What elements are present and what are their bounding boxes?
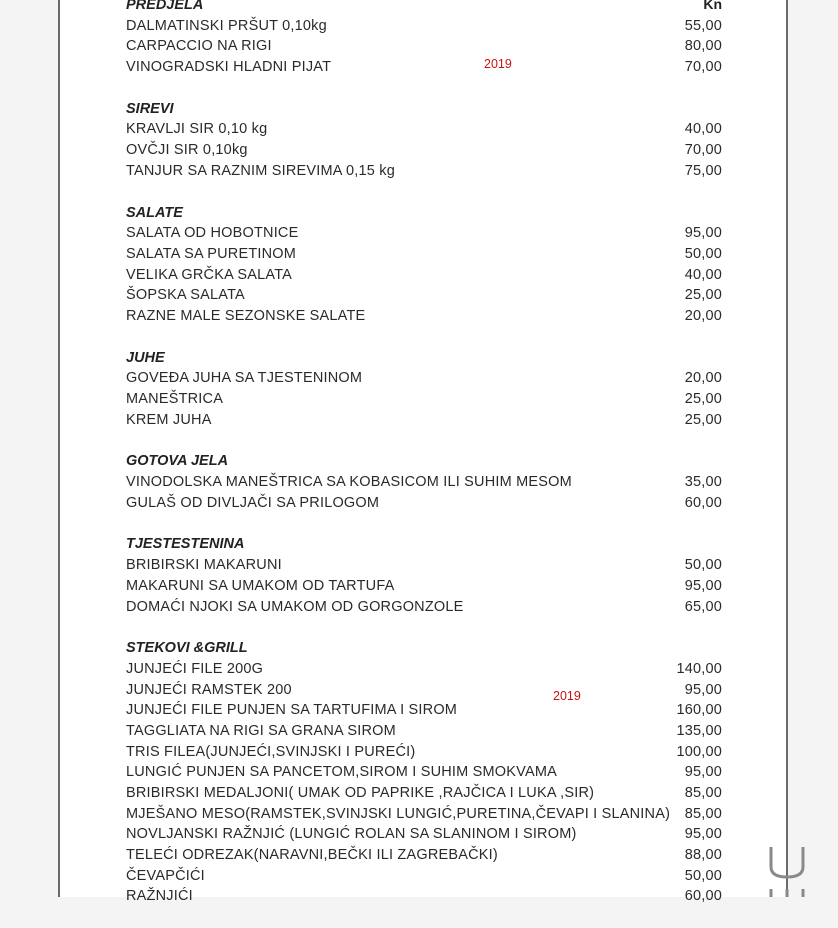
item-price: 50,00	[684, 245, 722, 262]
section-title: SIREVI	[126, 100, 174, 117]
item-price: 40,00	[684, 121, 722, 138]
item-name: JUNJEĆI RAMSTEK 200	[126, 681, 292, 698]
item-name: NOVLJANSKI RAŽNJIĆ (LUNGIĆ ROLAN SA SLANINOM I SIROM)	[126, 826, 577, 843]
menu-item	[126, 223, 722, 244]
item-price: 80,00	[684, 38, 722, 55]
item-name: TAGGLIATA NA RIGI SA GRANA SIROM	[126, 722, 396, 739]
section-title: TJESTESTENINA	[126, 536, 245, 553]
item-price: 140,00	[676, 660, 722, 677]
year-stamp: 2019	[484, 57, 512, 71]
item-name: MJEŠANO MESO(RAMSTEK,SVINJSKI LUNGIĆ,PURETINA,ČEVAPI I SLANINA)	[126, 805, 671, 822]
menu-section	[126, 638, 722, 907]
item-name: SALATA SA PURETINOM	[126, 245, 297, 262]
menu-item	[126, 680, 722, 701]
item-price: 95,00	[684, 764, 722, 781]
section-title: SALATE	[126, 204, 183, 221]
menu-item	[126, 742, 722, 763]
item-name: VINOGRADSKI HLADNI PIJAT	[126, 59, 332, 76]
section-title: PREDJELA	[126, 0, 204, 13]
menu-item	[126, 368, 722, 389]
menu-item	[126, 804, 722, 825]
item-price: 25,00	[684, 391, 722, 407]
section-title: GOTOVA JELA	[126, 453, 229, 470]
menu-section	[126, 0, 722, 78]
item-price: 20,00	[684, 307, 722, 324]
menu-section	[126, 99, 722, 182]
menu-item	[126, 783, 722, 804]
menu-item	[126, 36, 722, 57]
menu-item	[126, 555, 722, 576]
menu-item	[126, 119, 722, 140]
scroll-indicator-icon	[768, 845, 812, 897]
item-price: 85,00	[684, 785, 722, 801]
item-name: RAZNE MALE SEZONSKE SALATE	[126, 307, 366, 324]
menu-section	[126, 348, 722, 431]
menu-item	[126, 244, 722, 265]
item-price: 70,00	[684, 142, 722, 159]
menu-item	[126, 866, 722, 887]
item-name: TELEĆI ODREZAK(NARAVNI,BEČKI ILI ZAGREBAČKI)	[126, 847, 498, 864]
item-name: LUNGIĆ PUNJEN SA PANCETOM,SIROM I SUHIM SMOKVAMA	[126, 764, 557, 781]
menu-section	[126, 534, 722, 617]
item-price: 25,00	[684, 287, 722, 304]
item-name: ČEVAPČIĆI	[126, 867, 205, 884]
item-price: 95,00	[684, 577, 722, 594]
item-price: 20,00	[684, 370, 722, 387]
menu-item	[126, 845, 722, 866]
item-name: DOMAĆI NJOKI SA UMAKOM OD GORGONZOLE	[126, 598, 464, 615]
item-price: 55,00	[684, 17, 722, 34]
section-title: JUHE	[126, 349, 165, 366]
item-name: ŠOPSKA SALATA	[126, 287, 245, 304]
item-price: 100,00	[676, 743, 722, 760]
item-price: 25,00	[684, 411, 722, 428]
item-price: 95,00	[684, 225, 722, 242]
menu-item	[126, 576, 722, 597]
item-name: VELIKA GRČKA SALATA	[126, 266, 293, 283]
item-price: 160,00	[676, 702, 722, 719]
menu-item	[126, 762, 722, 783]
item-name: TANJUR SA RAZNIM SIREVIMA 0,15 kg	[126, 162, 396, 179]
item-price: 50,00	[684, 557, 722, 574]
item-price: 85,00	[684, 805, 722, 822]
item-name: JUNJEĆI FILE 200G	[126, 660, 264, 677]
item-price: 88,00	[684, 847, 722, 864]
item-name: MAKARUNI SA UMAKOM OD TARTUFA	[126, 577, 395, 594]
item-name: DALMATINSKI PRŠUT 0,10kg	[126, 17, 327, 34]
item-name: MANEŠTRICA	[126, 391, 224, 407]
item-name: TRIS FILEA(JUNJEĆI,SVINJSKI I PUREĆI)	[126, 743, 416, 760]
currency-header: Kn	[703, 0, 722, 12]
menu-item	[126, 472, 722, 493]
item-name: KRAVLJI SIR 0,10 kg	[126, 121, 268, 138]
menu-item	[126, 389, 722, 410]
item-name: GULAŠ OD DIVLJAČI SA PRILOGOM	[126, 494, 380, 511]
item-name: OVČJI SIR 0,10kg	[126, 142, 248, 159]
item-name: CARPACCIO NA RIGI	[126, 38, 272, 55]
menu-section	[126, 203, 722, 327]
menu-item	[126, 57, 722, 78]
item-price: 35,00	[684, 474, 722, 491]
item-name: RAŽNJIĆI	[126, 888, 193, 905]
menu-item	[126, 721, 722, 742]
menu-item	[126, 140, 722, 161]
menu-item	[126, 306, 722, 327]
item-price: 135,00	[676, 722, 722, 739]
section-title: STEKOVI &GRILL	[126, 640, 248, 657]
item-price: 40,00	[684, 266, 722, 283]
menu-item	[126, 16, 722, 37]
item-name: GOVEĐA JUHA SA TJESTENINOM	[126, 370, 363, 387]
menu-item	[126, 700, 722, 721]
item-name: KREM JUHA	[126, 411, 212, 428]
item-name: BRIBIRSKI MAKARUNI	[126, 557, 282, 574]
menu-item	[126, 659, 722, 680]
menu-section	[126, 451, 722, 513]
item-price: 65,00	[684, 598, 722, 615]
menu-item	[126, 824, 722, 845]
item-price: 95,00	[684, 681, 722, 698]
menu-item	[126, 410, 722, 431]
menu-item	[126, 597, 722, 618]
item-name: SALATA OD HOBOTNICE	[126, 225, 299, 242]
item-name: JUNJEĆI FILE PUNJEN SA TARTUFIMA I SIROM	[126, 702, 458, 719]
menu-item	[126, 265, 722, 286]
menu-item	[126, 285, 722, 306]
menu-item	[126, 493, 722, 514]
menu-item	[126, 161, 722, 182]
item-price: 50,00	[684, 867, 722, 884]
year-stamp: 2019	[553, 689, 581, 703]
item-name: VINODOLSKA MANEŠTRICA SA KOBASICOM ILI SUHIM MESOM	[126, 474, 572, 491]
item-price: 95,00	[684, 826, 722, 843]
item-name: BRIBIRSKI MEDALJONI( UMAK OD PAPRIKE ,RAJČICA I LUKA ,SIR)	[126, 785, 595, 801]
item-price: 60,00	[684, 494, 722, 511]
menu-list	[126, 0, 722, 928]
item-price: 60,00	[684, 888, 722, 905]
item-price: 70,00	[684, 59, 722, 76]
item-price: 75,00	[684, 162, 722, 179]
